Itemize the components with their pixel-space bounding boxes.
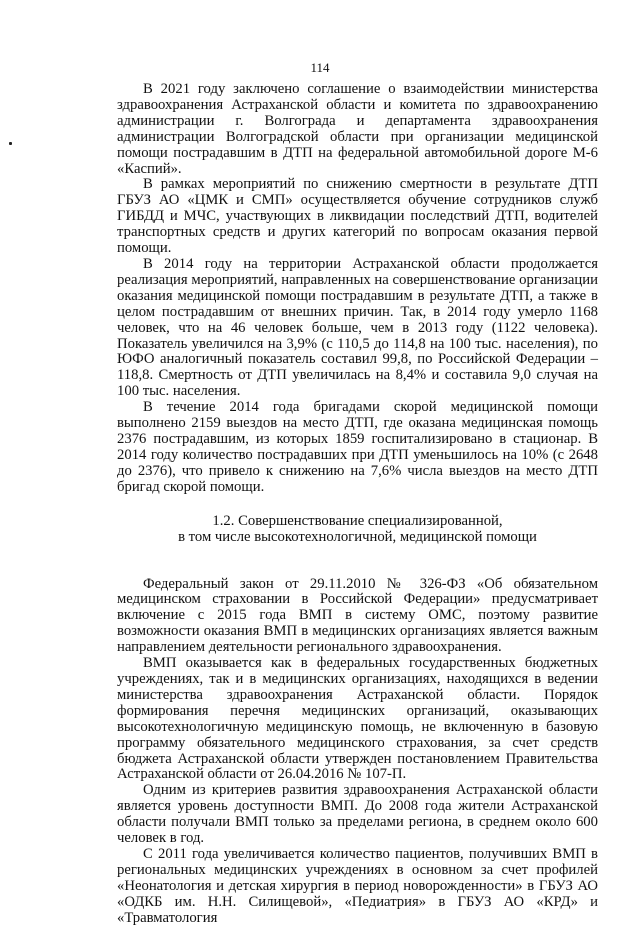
paragraph-vmp-2011: С 2011 года увеличивается количество пациентов, получивших ВМП в региональных медицинских учреждениях в основном за счет профилей «Неонатология и детская хирургия в период новорожденности» в ГБУЗ АО «ОДКБ им. Н.Н. Силищевой», «Педиатрия» в ГБУЗ АО «КРД» и «Травматология	[117, 845, 598, 926]
section-heading-line-1: 1.2. Совершенствование специализированной,	[212, 512, 503, 529]
paragraph-mortality-2014: В 2014 году на территории Астраханской области продолжается реализация мероприятий, направленных на совершенствование организации оказания медицинской помощи пострадавшим в результате ДТП, а также в целом пострадавшим от внешних причин. Так, в 2014 году умерло 1168 человек, что на 46 человек больше, чем в 2013 году (1122 человека). Показатель увеличился на 3,9% (с 110,5 до 114,8 на 100 тыс. населения), по ЮФО аналогичный показатель составил 99,8, по Российской Федерации – 118,8. Смертность от ДТП увеличилась на 8,4% и составила 9,0 случая на 100 тыс. населения.	[117, 255, 598, 400]
section-heading-line-2: в том числе высокотехнологичной, медицинской помощи	[178, 528, 537, 545]
paragraph-training: В рамках мероприятий по снижению смертности в результате ДТП ГБУЗ АО «ЦМК и СМП» осуществляется обучение сотрудников служб ГИБДД и МЧС, участвующих в ликвидации последствий ДТП, водителей транспортных средств и других категорий по вопросам оказания первой помощи.	[117, 176, 598, 257]
document-body	[117, 82, 598, 927]
margin-mark	[9, 142, 12, 145]
paragraph-federal-law: Федеральный закон от 29.11.2010 № 326-ФЗ «Об обязательном медицинском страховании в Российской Федерации» предусматривает включение с 2015 года ВМП в систему ОМС, поэтому развитие возможности оказания ВМП в медицинских организациях является важным направлением деятельности регионального здравоохранения.	[117, 575, 598, 656]
paragraph-vmp-institutions: ВМП оказывается как в федеральных государственных бюджетных учреждениях, так и в медицинских организациях, находящихся в ведении министерства здравоохранения Астраханской области. Порядок формирования перечня медицинских организаций, оказывающих высокотехнологичную медицинскую помощь, не включенную в базовую программу обязательного медицинского страхования, за счет средств бюджета Астраханской области утвержден постановлением Правительства Астраханской области от 26.04.2016 № 107-П.	[117, 655, 598, 783]
page-number: 114	[310, 60, 330, 75]
section-heading	[117, 513, 598, 545]
paragraph-ambulance-2014: В течение 2014 года бригадами скорой медицинской помощи выполнено 2159 выездов на место ДТП, где оказана медицинская помощь 2376 пострадавшим, из которых 1859 госпитализировано в стационар. В 2014 году количество пострадавших при ДТП уменьшилось на 10% (с 2648 до 2376), что привело к снижению на 7,6% числа выездов на место ДТП бригад скорой помощи.	[117, 399, 598, 495]
paragraph-vmp-availability: Одним из критериев развития здравоохранения Астраханской области является уровень доступности ВМП. До 2008 года жители Астраханской области получали ВМП только за пределами региона, в среднем около 600 человек в год.	[117, 782, 598, 847]
paragraph-agreement: В 2021 году заключено соглашение о взаимодействии министерства здравоохранения Астраханской области и комитета по здравоохранению администрации г. Волгограда и департамента здравоохранения администрации Волгоградской области при организации медицинской помощи пострадавшим в ДТП на федеральной автомобильной дороге М-6 «Каспий».	[117, 81, 598, 177]
